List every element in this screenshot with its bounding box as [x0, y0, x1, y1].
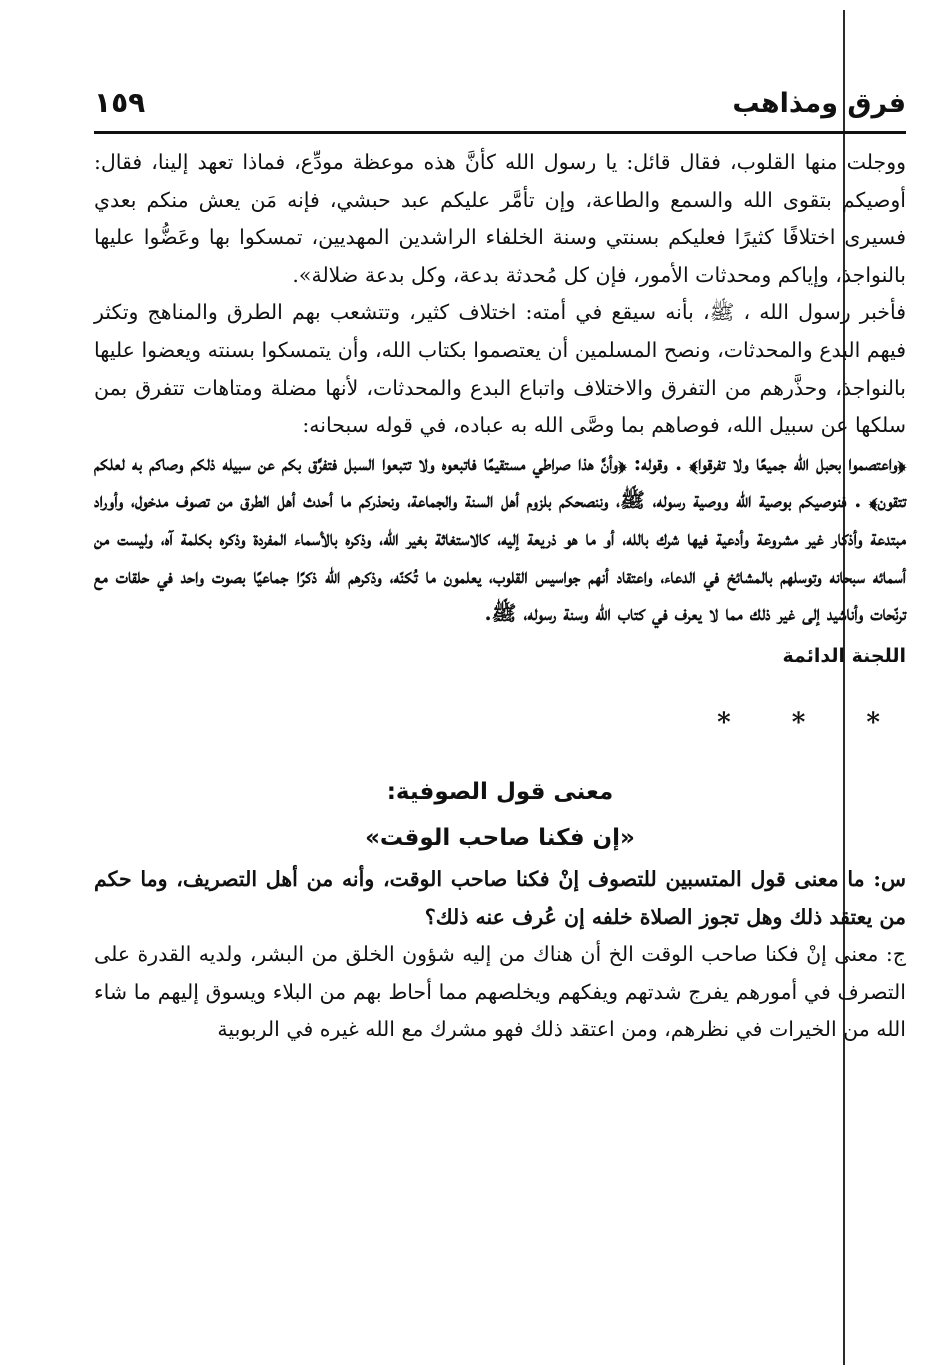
section-subheading: «إن فكنا صاحب الوقت» [365, 824, 635, 851]
body-text [94, 144, 906, 1049]
paragraph-explanation: فأخبر رسول الله ، ﷺ، بأنه سيقع في أمته: اختلاف كثير، وتتشعب بهم الطرق والمناهج وتكثر فيهم البدع والمحدثات، ونصح المسلمين أن يعتصموا بكتاب الله، وأن يتمسكوا بسنته ويعضوا عليها بالنواجذ، وحذَّرهم من التفرق والاختلاف واتباع البدع والمحدثات، لأنها مضلة ومتاهات تتفرق بمن سلكها عن سبيل الله، فوصاهم بما وصَّى الله به عباده، في قوله سبحانه: [94, 300, 906, 438]
page-number: ١٥٩ [94, 86, 146, 119]
section-heading: معنى قول الصوفية: [386, 778, 614, 805]
signature: اللجنة الدائمة [782, 644, 906, 667]
paragraph-hadith: ووجلت منها القلوب، فقال قائل: يا رسول الله كأنَّ هذه موعظة مودِّع، فماذا تعهد إلينا، فقال: أوصيكم بتقوى الله والسمع والطاعة، وإن تأمَّر عليكم عبد حبشي، فإنه مَن يعش منكم بعدي فسيرى اختلافًا كثيرًا فعليكم بسنتي وسنة الخلفاء الراشدين المهديين، تمسكوا بها وعَضُّوا عليها بالنواجذ، وإياكم ومحدثات الأمور، فإن كل مُحدثة بدعة، وكل بدعة ضلالة». [94, 150, 906, 287]
section-separator: * * * [717, 708, 906, 739]
paragraph-verses: ﴿واعتصموا بحبل الله جميعًا ولا تفرقوا﴾ . وقوله: ﴿وأنَّ هذا صراطي مستقيمًا فاتبعوه ولا تتبعوا السبل فتفرَّق بكم عن سبيله ذلكم وصاكم به لعلكم تتقون﴾ . فنوصيكم بوصية الله ووصية رسوله، ﷺ، وننصحكم بلزوم أهل السنة والجماعة، ونحذركم ما أحدث أهل الطرق من تصوف مدخول، وأوراد مبتدعة وأذكار غير مشروعة وأدعية فيها شرك بالله، أو ما هو ذريعة إليه، كالاستغاثة بغير الله، وذكره بالأسماء المفردة وذكره بكلمة آه، وليست من أسمائه سبحانه وتوسلهم بالمشائخ في الدعاء، واعتقاد أنهم جواسيس القلوب، يعلمون ما تُكنّه، وذكرهم الله ذكرًا جماعيًا بصوت واحد في حلقات مع ترنّحات وأناشيد إلى غير ذلك مما لا يعرف في كتاب الله وسنة رسوله، ﷺ. [94, 450, 906, 626]
question-text: س: ما معنى قول المتسبين للتصوف إنْ فكنا صاحب الوقت، وأنه من أهل التصريف، وما حكم من يعتقد ذلك وهل تجوز الصلاة خلفه إن عُرف عنه ذلك؟ [94, 866, 906, 929]
answer-text: ج: معنى إنْ فكنا صاحب الوقت الخ أن هناك من إليه شؤون الخلق من البشر، ولديه القدرة على التصرف في أمورهم يفرج شدتهم ويفكهم ويخلصهم مما أحاط بهم من البلاء ويسوق إليهم ما شاء الله من الخيرات في نظرهم، ومن اعتقد ذلك فهو مشرك مع الله غيره في الربوبية [94, 942, 906, 1042]
running-header [94, 86, 906, 126]
running-title: فرق ومذاهب [732, 88, 906, 119]
header-rule [94, 131, 906, 134]
